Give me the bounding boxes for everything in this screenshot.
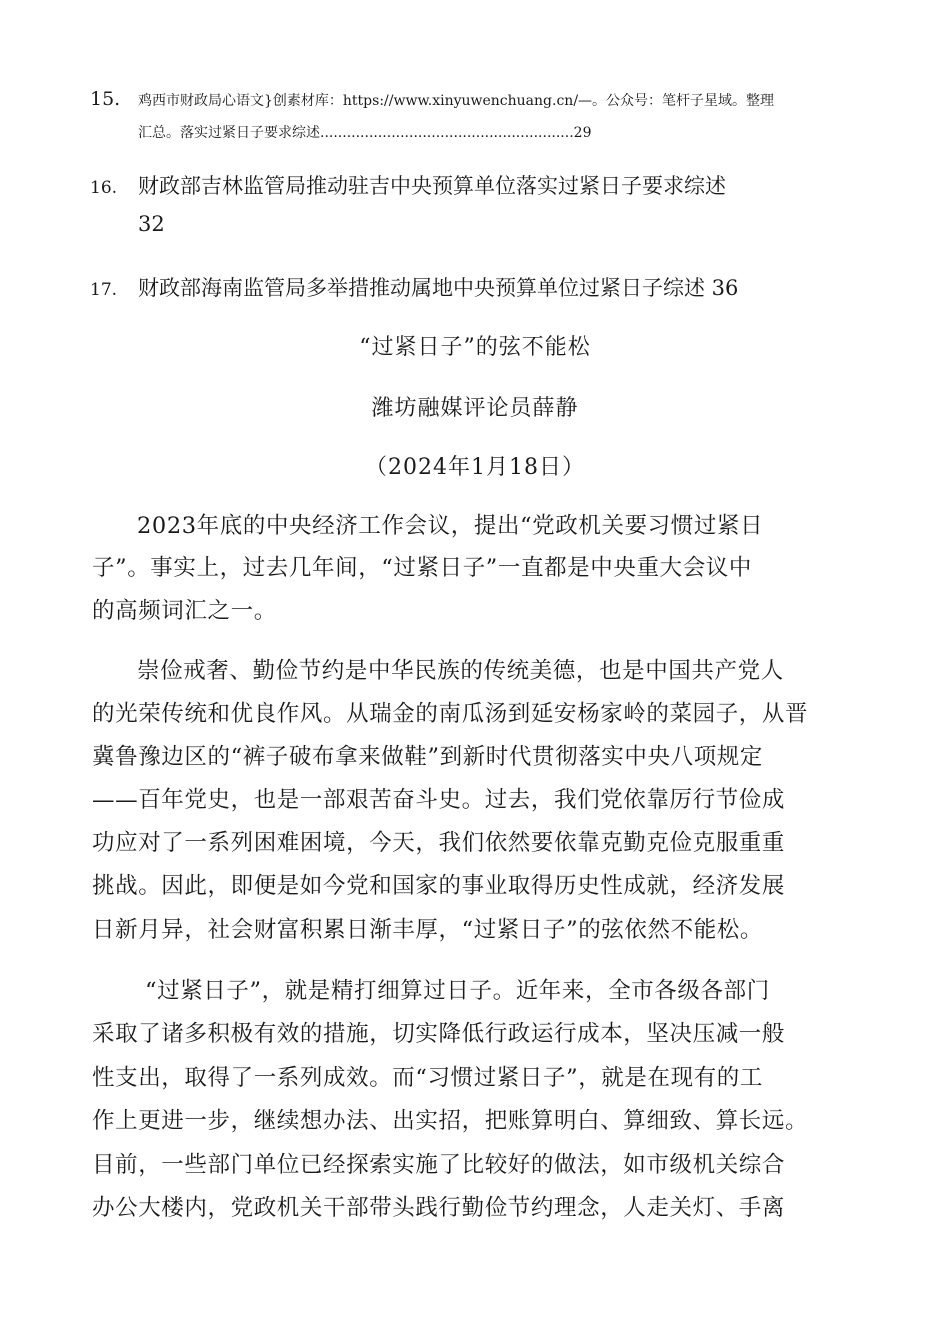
text-line: 崇俭戒奢、勤俭节约是中华民族的传统美德，也是中国共产党人 — [137, 658, 784, 684]
text-line: 子”。事实上，过去几年间，“过紧日子”一直都是中央重大会议中 — [92, 555, 753, 581]
toc-item-text-continued: 汇总。落实过紧日子要求综述.........................................................29 — [138, 125, 592, 141]
text-line: 2023年底的中央经济工作会议，提出“党政机关要习惯过紧日 — [137, 513, 764, 539]
text-line: 办公大楼内，党政机关干部带头践行勤俭节约理念，人走关灯、手离 — [92, 1195, 786, 1221]
text-line: “过紧日子”，就是精打细算过日子。近年来，全市各级各部门 — [145, 978, 770, 1004]
text-line: 性支出，取得了一系列成效。而“习惯过紧日子”，就是在现有的工 — [92, 1065, 764, 1091]
text-line: 冀鲁豫边区的“裤子破布拿来做鞋”到新时代贯彻落实中央八项规定 — [92, 744, 764, 770]
toc-item-16-page: 32 — [138, 212, 165, 236]
toc-item-text: 鸡西市财政局心语文}创素材库：https://www.xinyuwenchuang.cn/—。公众号：笔杆子星域。整理 — [138, 93, 775, 109]
text-line: 日新月异，社会财富积累日渐丰厚，“过紧日子”的弦依然不能松。 — [92, 917, 764, 943]
text-line: 目前，一些部门单位已经探索实施了比较好的做法，如市级机关综合 — [92, 1152, 786, 1178]
article-title: “过紧日子”的弦不能松 — [359, 335, 591, 360]
text-line: ——百年党史，也是一部艰苦奋斗史。过去，我们党依靠厉行节俭成 — [92, 787, 786, 813]
toc-item-16[interactable] — [90, 170, 726, 200]
text-line: 的高频词汇之一。 — [92, 598, 277, 624]
toc-item-17[interactable] — [90, 272, 738, 302]
text-line: 挑战。因此，即便是如今党和国家的事业取得历史性成就，经济发展 — [92, 873, 786, 899]
article-author: 潍坊融媒评论员薛静 — [371, 396, 579, 421]
toc-item-number: 16. — [90, 178, 118, 198]
article-date: （2024年1月18日） — [365, 455, 585, 480]
toc-item-number: 17. — [90, 280, 118, 300]
text-line: 功应对了一系列困难困境，今天，我们依然要依靠克勤克俭克服重重 — [92, 830, 786, 856]
toc-item-text: 财政部海南监管局多举措推动属地中央预算单位过紧日子综述 36 — [138, 276, 739, 300]
toc-item-number: 15. — [90, 88, 121, 110]
text-line: 采取了诸多积极有效的措施，切实降低行政运行成本，坚决压减一般 — [92, 1021, 786, 1047]
toc-item-text: 财政部吉林监管局推动驻吉中央预算单位落实过紧日子要求综述 — [138, 174, 726, 198]
text-line: 作上更进一步，继续想办法、出实招，把账算明白、算细致、算长远。 — [92, 1108, 809, 1134]
text-line: 的光荣传统和优良作风。从瑞金的南瓜汤到延安杨家岭的菜园子，从晋 — [92, 701, 809, 727]
